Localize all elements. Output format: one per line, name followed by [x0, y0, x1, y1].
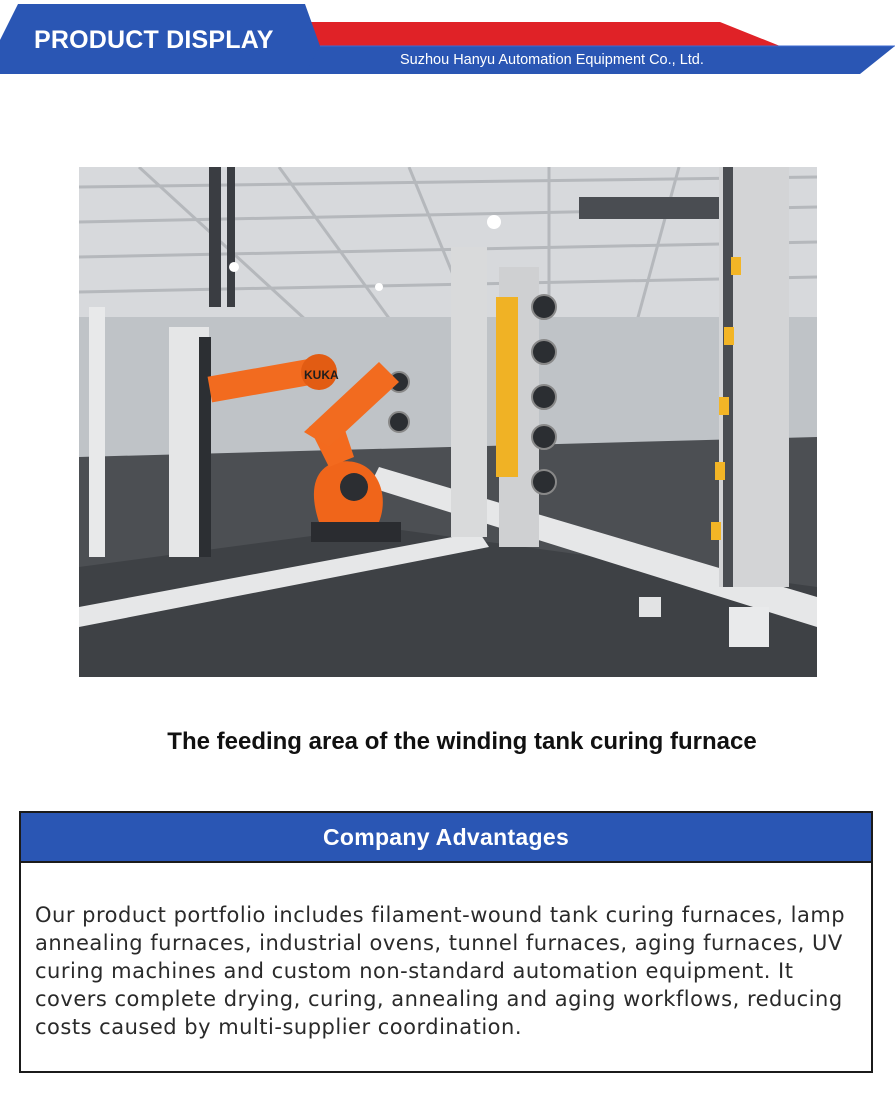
robot-brand-label: KUKA [304, 368, 339, 382]
advantages-header [21, 813, 871, 863]
factory-robot-photo [79, 167, 817, 677]
company-name: Suzhou Hanyu Automation Equipment Co., Ltd. [400, 52, 704, 68]
company-advantages-box [19, 811, 873, 1073]
advantages-text: Our product portfolio includes filament-wound tank curing furnaces, lamp annealing furnaces, industrial ovens, tunnel furnaces, aging furnaces, UV curing machines and custom non-standard automation equipment. It covers complete drying, curing, annealing and aging workflows, reducing costs caused by multi-supplier coordination. [35, 903, 846, 1039]
banner-title: PRODUCT DISPLAY [34, 26, 274, 54]
advantages-title: Company Advantages [322, 823, 570, 850]
header-banner [0, 0, 895, 80]
photo-caption: The feeding area of the winding tank curing furnace [167, 728, 757, 755]
product-photo [79, 167, 817, 677]
